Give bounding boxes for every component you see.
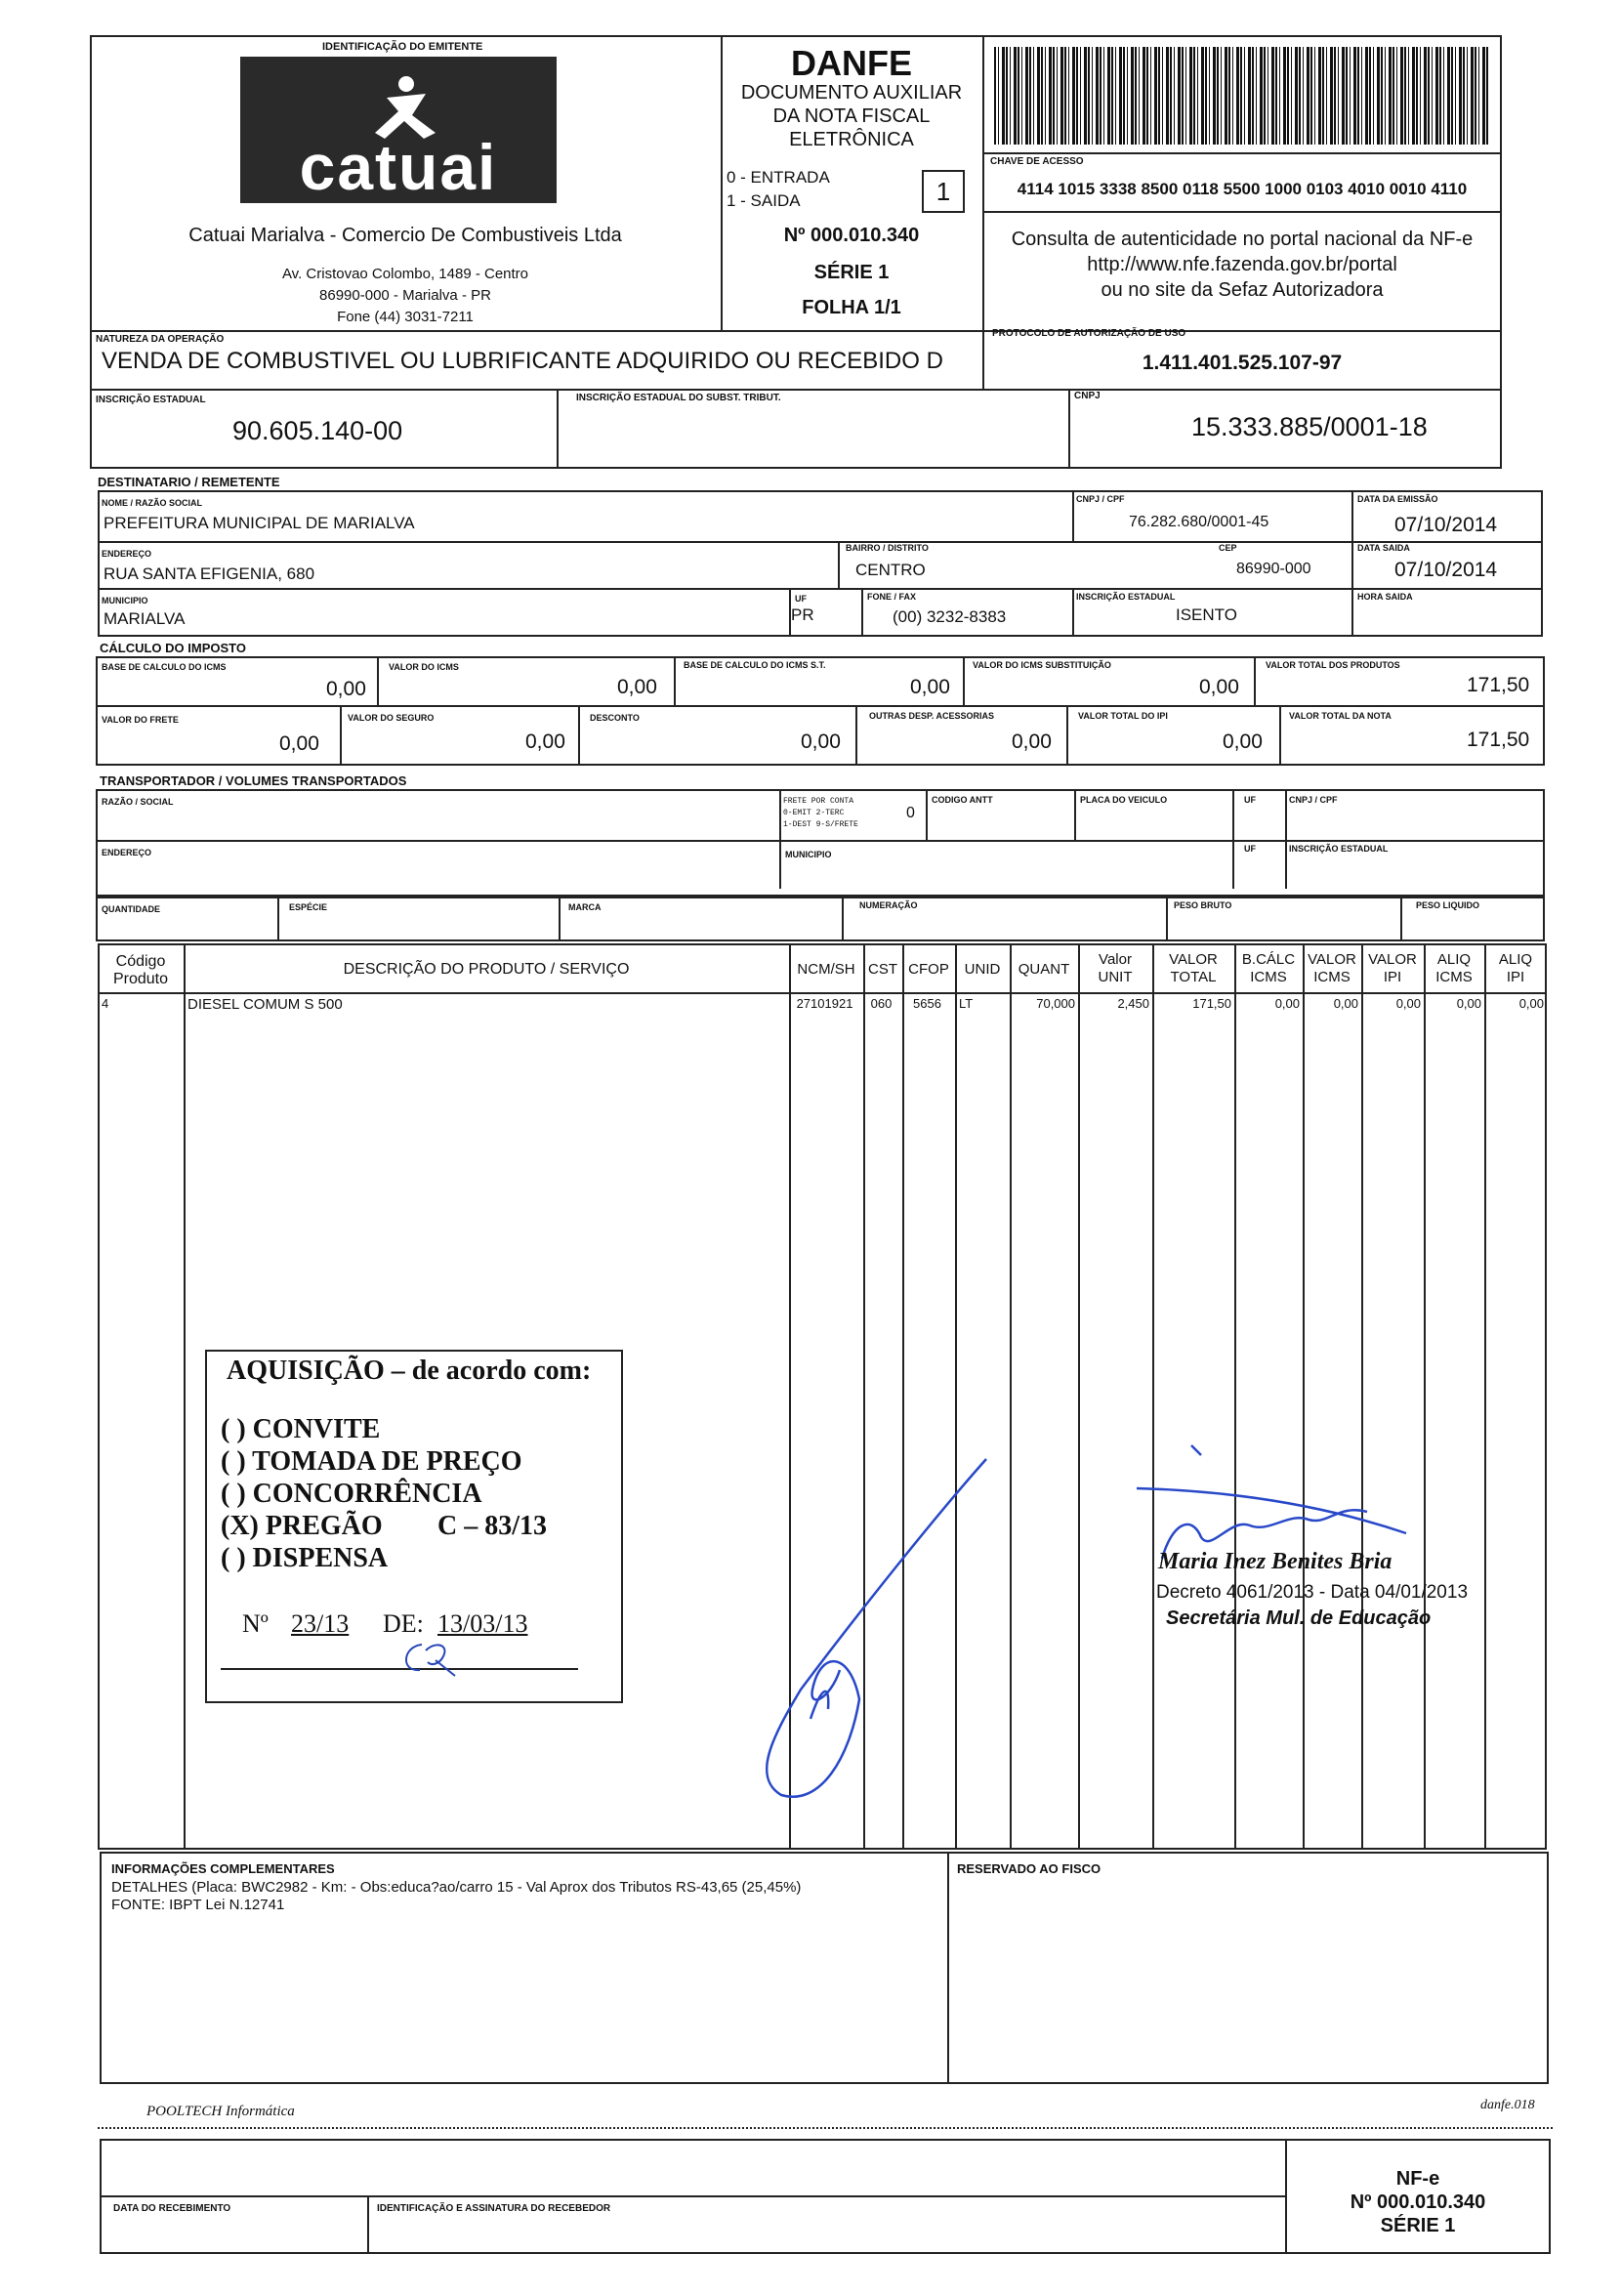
phone-label: FONE / FAX [867,592,917,602]
divider [98,992,1547,994]
icms-label: VALOR DO ICMS [389,662,459,672]
tax-section-title: CÁLCULO DO IMPOSTO [100,641,246,655]
phone: (00) 3232-8383 [893,607,1007,626]
cep-label: CEP [1219,543,1237,553]
form-code: danfe.018 [1480,2098,1535,2112]
carrier-name-label: RAZÃO / SOCIAL [102,797,174,807]
col-header-unit: UNID [964,961,1001,978]
danfe-subtitle-1: DOCUMENTO AUXILIAR [740,82,963,104]
divider [96,705,1545,707]
divider [100,2195,1285,2197]
item-cell-total-value: 171,50 [1192,996,1231,1011]
invoice-total-label: VALOR TOTAL DA NOTA [1289,711,1392,721]
carrier-cnpj-label: CNPJ / CPF [1289,795,1338,805]
gross-weight-label: PESO BRUTO [1174,900,1232,910]
uf: PR [791,605,814,624]
base-st-label: BASE DE CALCULO DO ICMS S.T. [684,660,826,670]
divider [98,541,1543,543]
item-cell-ipi-value: 0,00 [1395,996,1421,1011]
consult-line-2: http://www.nfe.fazenda.gov.br/portal [1087,254,1397,275]
divider [557,389,559,469]
base-icms-label: BASE DE CALCULO DO ICMS [102,662,227,672]
divider [838,541,840,588]
stamp-option-1: ( ) CONVITE [221,1414,381,1444]
divider [340,705,342,766]
danfe-number: Nº 000.010.340 [783,225,920,246]
recipient-name: PREFEITURA MUNICIPAL DE MARIALVA [104,514,415,532]
entrada-label: 0 - ENTRADA [727,168,830,187]
divider [90,330,1502,332]
items-column-divider [1152,943,1154,1850]
divider [1068,389,1070,469]
item-cell-unit: LT [959,996,974,1011]
items-column-divider [1078,943,1080,1850]
logo-text: catuai [299,131,498,203]
danfe-serie: SÉRIE 1 [813,262,890,283]
stamp-option-3: ( ) CONCORRÊNCIA [221,1479,482,1509]
other-expenses-label: OUTRAS DESP. ACESSORIAS [869,711,995,721]
brand-label: MARCA [568,902,602,912]
carrier-uf-label: UF [1244,795,1256,805]
stamp-date: 13/03/13 [437,1609,528,1638]
item-cell-ncm: 27101921 [796,996,853,1011]
freight: 0,00 [279,732,319,755]
stamp-initials-signature [393,1637,480,1686]
ie-label: INSCRIÇÃO ESTADUAL [96,395,206,405]
col-header-cfop: CFOP [908,961,949,978]
col-header-unit-value: Valor UNIT [1098,951,1133,985]
antt-label: CODIGO ANTT [932,795,993,805]
protocol-value: 1.411.401.525.107-97 [1142,352,1343,374]
col-header-icms-value: VALOR ICMS [1308,951,1356,985]
net-weight-label: PESO LIQUIDO [1416,900,1480,910]
receipt-number: Nº 000.010.340 [1350,2192,1486,2213]
divider [1400,897,1402,941]
items-column-divider [1361,943,1363,1850]
emitter-name: Catuai Marialva - Comercio De Combustiveis Ltda [188,225,622,246]
divider [926,789,928,840]
emission-date-label: DATA DA EMISSÃO [1357,494,1438,504]
products-total: 171,50 [1467,674,1530,696]
divider [1285,789,1287,889]
recipient-section-title: DESTINATARIO / REMETENTE [98,475,280,489]
consult-line-1: Consulta de autenticidade no portal nacional da NF-e [1011,229,1474,250]
emitter-phone: Fone (44) 3031-7211 [337,309,474,325]
receipt-nfe: NF-e [1395,2168,1440,2190]
ie-value: 90.605.140-00 [232,416,403,445]
ipi-total: 0,00 [1223,731,1263,753]
complementary-line-2: FONTE: IBPT Lei N.12741 [111,1897,285,1913]
col-header-description-text: DESCRIÇÃO DO PRODUTO / SERVIÇO [343,961,630,978]
recipient-ie: ISENTO [1176,605,1237,624]
divider [1166,897,1168,941]
divider [98,588,1543,590]
items-column-divider [1303,943,1305,1850]
stamp-date-label: DE: [383,1609,424,1638]
discount-label: DESCONTO [590,713,640,723]
cnpj-label: CNPJ [1074,391,1101,401]
cut-line [98,2127,1553,2129]
complementary-label: INFORMAÇÕES COMPLEMENTARES [111,1861,335,1876]
nature-value: VENDA DE COMBUSTIVEL OU LUBRIFICANTE ADQUIRIDO OU RECEBIDO D [102,348,943,374]
item-cell-cst: 060 [870,996,893,1011]
divider [1254,656,1256,705]
items-column-divider [1234,943,1236,1850]
divider [982,35,984,391]
divider [1072,588,1074,637]
carrier-city-label: MUNICIPIO [785,850,832,859]
col-header-aliq-icms: ALIQ ICMS [1435,951,1473,985]
emitter-address-1: Av. Cristovao Colombo, 1489 - Centro [281,266,529,282]
item-cell-aliq-ipi: 0,00 [1518,996,1544,1011]
base-icms: 0,00 [326,678,366,700]
plate-label: PLACA DO VEICULO [1080,795,1168,805]
divider [559,897,561,941]
district: CENTRO [855,561,926,579]
divider [578,705,580,766]
divider [963,656,965,705]
receipt-id-label: IDENTIFICAÇÃO E ASSINATURA DO RECEBEDOR [377,2203,611,2214]
col-header-ipi-value: VALOR IPI [1368,951,1417,985]
danfe-folha: FOLHA 1/1 [802,297,901,318]
freight-label: VALOR DO FRETE [102,715,179,725]
stamp-option-4-ref: C – 83/13 [437,1511,547,1541]
divider [377,656,379,705]
divider [842,897,844,941]
carrier-uf2-label: UF [1244,844,1256,854]
divider [1074,789,1076,840]
recipient-name-label: NOME / RAZÃO SOCIAL [102,498,202,508]
receipt-date-label: DATA DO RECEBIMENTO [113,2203,231,2214]
divider [779,789,781,889]
divider [1279,705,1281,766]
secretary-stamp-line-1: Maria Inez Benites Bria [1158,1549,1392,1574]
uf-label: UF [795,594,807,604]
items-column-divider [1484,943,1486,1850]
col-header-aliq-ipi: ALIQ IPI [1498,951,1533,985]
access-key-label: CHAVE DE ACESSO [990,156,1084,167]
city-label: MUNICIPIO [102,596,148,605]
freight-by-l2: 0-EMIT 2-TERC [783,809,845,817]
col-header-ncm: NCM/SH [797,961,855,978]
carrier-ie-label: INSCRIÇÃO ESTADUAL [1289,844,1389,854]
exit-date: 07/10/2014 [1394,559,1498,581]
district-label: BAIRRO / DISTRITO [846,543,929,553]
emission-date: 07/10/2014 [1394,514,1498,536]
divider [674,656,676,705]
danfe-subtitle-3: ELETRÔNICA [789,129,914,150]
acquisition-stamp [205,1350,623,1703]
stamp-number-label: Nº [242,1609,269,1638]
qty-label: QUANTIDADE [102,904,160,914]
numbering-label: NUMERAÇÃO [859,900,918,910]
stamp-option-4: (X) PREGÃO [221,1511,383,1541]
freight-by-l3: 1-DEST 9-S/FRETE [783,820,858,829]
col-header-code [98,953,184,988]
software-credit: POOLTECH Informática [146,2104,295,2119]
protocol-label: PROTOCOLO DE AUTORIZAÇÃO DE USO [992,328,1186,339]
icms: 0,00 [617,676,657,698]
col-header-base-icms: B.CÁLC ICMS [1241,951,1296,985]
fisco-label: RESERVADO AO FISCO [957,1861,1101,1876]
recipient-cnpj: 76.282.680/0001-45 [1129,514,1269,530]
item-cell-base-icms: 0,00 [1274,996,1300,1011]
emitter-address-2: 86990-000 - Marialva - PR [319,287,491,304]
species-label: ESPÉCIE [289,902,328,912]
divider [947,1852,949,2084]
divider [1072,490,1074,541]
insurance-label: VALOR DO SEGURO [348,713,435,723]
other-expenses: 0,00 [1012,731,1052,753]
insurance: 0,00 [525,731,565,753]
items-column-divider [184,943,186,1850]
icms-st: 0,00 [1199,676,1239,698]
company-logo [240,57,557,203]
exit-date-label: DATA SAIDA [1357,543,1410,553]
divider [96,840,1545,842]
exit-time-label: HORA SAIDA [1357,592,1413,602]
danfe-subtitle-2: DA NOTA FISCAL [772,105,931,127]
ipi-total-label: VALOR TOTAL DO IPI [1078,711,1168,721]
cnpj-value: 15.333.885/0001-18 [1191,412,1428,441]
secretary-stamp-line-3: Secretária Mul. de Educação [1166,1607,1432,1629]
handwritten-signature [742,1455,1016,1807]
col-header-qty: QUANT [1018,961,1070,978]
carrier-address-label: ENDEREÇO [102,848,152,857]
recipient-cnpj-label: CNPJ / CPF [1076,494,1125,504]
divider [1351,490,1353,637]
recipient-address-label: ENDEREÇO [102,549,152,559]
access-key: 4114 1015 3338 8500 0118 5500 1000 0103 4010 0010 4110 [1017,180,1468,198]
col-header-cst: CST [868,961,897,978]
danfe-title: DANFE [791,43,912,83]
item-cell-cfop: 5656 [913,996,941,1011]
item-cell-unit-value: 2,450 [1117,996,1149,1011]
ie-st-label: INSCRIÇÃO ESTADUAL DO SUBST. TRIBUT. [576,393,781,403]
divider [277,897,279,941]
item-cell-description: DIESEL COMUM S 500 [187,996,343,1013]
recipient-ie-label: INSCRIÇÃO ESTADUAL [1076,592,1176,602]
item-cell-aliq-icms: 0,00 [1456,996,1481,1011]
col-header-description [184,961,789,979]
divider [982,211,1502,213]
divider [1066,705,1068,766]
col-header-code-text: Código Produto [112,953,169,987]
transport-section-title: TRANSPORTADOR / VOLUMES TRANSPORTADOS [100,773,407,788]
products-total-label: VALOR TOTAL DOS PRODUTOS [1266,660,1400,670]
divider [982,152,1502,154]
icms-st-label: VALOR DO ICMS SUBSTITUIÇÃO [973,660,1111,670]
barcode [994,47,1490,145]
stamp-number: 23/13 [291,1609,350,1638]
divider [855,705,857,766]
secretary-stamp-line-2: Decreto 4061/2013 - Data 04/01/2013 [1156,1582,1469,1603]
invoice-total: 171,50 [1467,729,1530,751]
freight-by-l1: FRETE POR CONTA [783,797,854,806]
type-value-box: 1 [922,170,965,213]
saida-label: 1 - SAIDA [727,191,801,210]
divider [1232,789,1234,889]
divider [861,588,863,637]
discount: 0,00 [801,731,841,753]
stamp-option-2: ( ) TOMADA DE PREÇO [221,1446,522,1477]
complementary-line-1: DETALHES (Placa: BWC2982 - Km: - Obs:educa?ao/carro 15 - Val Aprox dos Tributos RS-43,65 (25,45%) [111,1879,802,1896]
emitter-section-label: IDENTIFICAÇÃO DO EMITENTE [322,41,483,53]
col-header-total-value: VALOR TOTAL [1169,951,1218,985]
cep: 86990-000 [1236,561,1311,577]
consult-line-3: ou no site da Sefaz Autorizadora [1101,279,1384,301]
stamp-option-5: ( ) DISPENSA [221,1543,389,1573]
item-cell-qty: 70,000 [1036,996,1075,1011]
stamp-title: AQUISIÇÃO – de acordo com: [227,1356,592,1386]
item-cell-code: 4 [102,996,109,1011]
recipient-block [98,490,1543,637]
city: MARIALVA [104,609,186,628]
base-st: 0,00 [910,676,950,698]
recipient-address: RUA SANTA EFIGENIA, 680 [104,564,315,583]
receipt-serie: SÉRIE 1 [1380,2215,1456,2236]
divider [367,2195,369,2254]
item-cell-icms-value: 0,00 [1333,996,1358,1011]
freight-by-value: 0 [906,805,915,821]
secretary-signature [1133,1436,1465,1563]
items-column-divider [1424,943,1426,1850]
nature-label: NATUREZA DA OPERAÇÃO [96,334,225,345]
